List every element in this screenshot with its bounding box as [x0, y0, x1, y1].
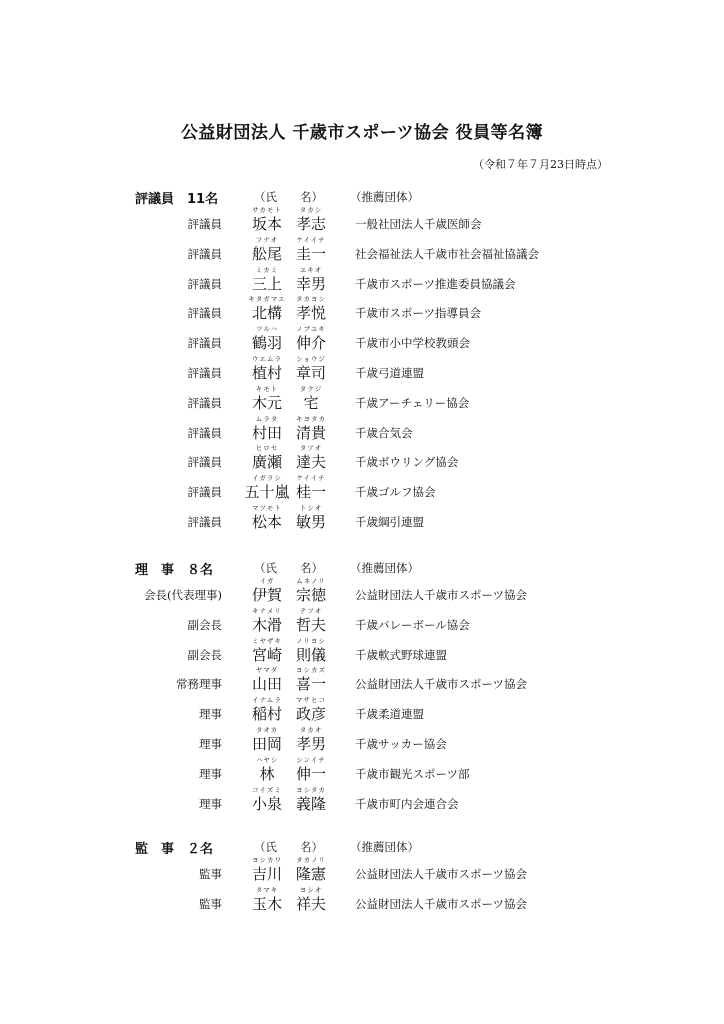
recommending-org: 千歳合気会 — [355, 426, 413, 440]
given-ruby: ユキオ — [299, 266, 323, 274]
org-column-header: （推薦団体） — [350, 190, 419, 204]
recommending-org: 千歳柔道連盟 — [355, 707, 424, 721]
surname-kanji: 村田 — [251, 424, 282, 442]
surname-ruby: フナオ — [255, 236, 279, 244]
given-name — [288, 444, 334, 471]
surname-kanji: 三上 — [251, 275, 282, 293]
table-row — [0, 756, 724, 786]
given-kanji: 桂一 — [295, 483, 326, 501]
table-row — [0, 886, 724, 916]
given-name — [288, 856, 334, 883]
surname — [244, 355, 290, 382]
surname-ruby: ミカミ — [255, 266, 279, 274]
name-column-header: （氏 名） — [254, 190, 323, 204]
recommending-org: 公益財団法人千歳市スポーツ協会 — [355, 897, 528, 911]
section-header — [0, 557, 724, 577]
surname — [244, 786, 290, 813]
recommending-org: 千歳ゴルフ協会 — [355, 485, 436, 499]
surname — [244, 726, 290, 753]
given-name — [288, 607, 334, 634]
surname-kanji: 林 — [259, 765, 275, 783]
given-ruby: ノリヨシ — [296, 637, 326, 645]
given-ruby: ノブユキ — [296, 325, 326, 333]
surname-ruby: キナメリ — [252, 607, 282, 615]
surname-ruby: コイズミ — [252, 786, 282, 794]
page-title: 公益財団法人 千歳市スポーツ協会 役員等名簿 — [180, 123, 544, 143]
surname-ruby: ミヤザキ — [252, 637, 282, 645]
recommending-org: 一般社団法人千歳医師会 — [355, 217, 482, 231]
surname — [244, 637, 290, 664]
table-row — [0, 666, 724, 696]
surname-ruby: キタガマエ — [248, 295, 286, 303]
given-ruby: ヨシカズ — [296, 666, 326, 674]
given-kanji: 章司 — [295, 364, 326, 382]
role-label: 評議員 — [187, 426, 222, 440]
surname-kanji: 廣瀬 — [251, 453, 282, 471]
surname-ruby: マツモト — [252, 504, 282, 512]
given-name — [288, 385, 334, 412]
surname-ruby: ヒロセ — [255, 444, 279, 452]
surname — [244, 504, 290, 531]
surname — [244, 295, 290, 322]
given-kanji: 宅 — [303, 394, 319, 412]
surname — [244, 444, 290, 471]
surname-kanji: 田岡 — [251, 735, 282, 753]
role-label: 評議員 — [187, 396, 222, 410]
recommending-org: 千歳市町内会連合会 — [355, 797, 459, 811]
section-label: 評議員 11名 — [135, 192, 219, 207]
surname-kanji: 稲村 — [251, 705, 282, 723]
given-name — [288, 474, 334, 501]
surname-ruby: ムラタ — [255, 415, 279, 423]
given-kanji: 喜一 — [295, 675, 326, 693]
given-name — [288, 295, 334, 322]
given-name — [288, 415, 334, 442]
section-header — [0, 186, 724, 206]
given-name — [288, 726, 334, 753]
surname-ruby: サカモト — [252, 206, 282, 214]
given-name — [288, 696, 334, 723]
recommending-org: 千歳バレーボール協会 — [355, 618, 470, 632]
table-row — [0, 206, 724, 236]
surname-kanji: 伊賀 — [251, 586, 282, 604]
table-row — [0, 295, 724, 325]
recommending-org: 公益財団法人千歳市スポーツ協会 — [355, 867, 528, 881]
table-row — [0, 786, 724, 816]
role-label: 評議員 — [187, 515, 222, 529]
surname-ruby: ツルハ — [255, 325, 279, 333]
recommending-org: 千歳アーチェリー協会 — [355, 396, 470, 410]
surname-kanji: 玉木 — [251, 895, 282, 913]
name-column-header: （氏 名） — [254, 840, 323, 854]
surname-kanji: 木滑 — [251, 616, 282, 634]
given-ruby: タカヨシ — [296, 295, 326, 303]
given-ruby: タカシ — [299, 206, 323, 214]
surname-kanji: 木元 — [251, 394, 282, 412]
given-ruby: タカノリ — [296, 856, 326, 864]
role-label: 理事 — [199, 767, 222, 781]
given-kanji: 幸男 — [295, 275, 326, 293]
given-kanji: 清貴 — [295, 424, 326, 442]
surname-ruby: イガ — [259, 577, 275, 585]
given-kanji: 達夫 — [295, 453, 326, 471]
table-row — [0, 444, 724, 474]
surname-kanji: 坂本 — [251, 215, 282, 233]
recommending-org: 千歳市観光スポーツ部 — [355, 767, 470, 781]
role-label: 理事 — [199, 797, 222, 811]
given-kanji: 祥夫 — [295, 895, 326, 913]
surname — [244, 266, 290, 293]
given-ruby: タカオ — [299, 726, 323, 734]
given-name — [288, 325, 334, 352]
surname — [244, 236, 290, 263]
given-kanji: 哲夫 — [295, 616, 326, 634]
surname-kanji: 植村 — [251, 364, 282, 382]
surname-kanji: 北構 — [251, 304, 282, 322]
section-label: 監 事 ２名 — [135, 842, 214, 857]
given-kanji: 宗徳 — [295, 586, 326, 604]
role-label: 評議員 — [187, 455, 222, 469]
given-kanji: 義隆 — [295, 795, 326, 813]
table-row — [0, 577, 724, 607]
given-name — [288, 637, 334, 664]
org-column-header: （推薦団体） — [350, 561, 419, 575]
role-label: 評議員 — [187, 247, 222, 261]
recommending-org: 千歳軟式野球連盟 — [355, 648, 447, 662]
role-label: 評議員 — [187, 306, 222, 320]
given-ruby: ショウジ — [296, 355, 326, 363]
surname-ruby: イナムラ — [252, 696, 282, 704]
given-ruby: マサヒコ — [296, 696, 326, 704]
surname — [244, 206, 290, 233]
given-ruby: ヨシオ — [299, 886, 323, 894]
table-row — [0, 637, 724, 667]
given-name — [288, 206, 334, 233]
table-row — [0, 696, 724, 726]
surname — [244, 666, 290, 693]
recommending-org: 千歳市スポーツ推進委員協議会 — [355, 277, 516, 291]
given-name — [288, 355, 334, 382]
table-row — [0, 415, 724, 445]
given-name — [288, 266, 334, 293]
surname-kanji: 宮崎 — [251, 646, 282, 664]
surname-ruby: ハヤシ — [255, 756, 279, 764]
role-label: 副会長 — [187, 618, 222, 632]
recommending-org: 千歳ボウリング協会 — [355, 455, 459, 469]
surname-ruby: タオカ — [255, 726, 279, 734]
given-ruby: キヨタカ — [296, 415, 326, 423]
surname-ruby: ヨシカワ — [252, 856, 282, 864]
recommending-org: 千歳市スポーツ指導員会 — [355, 306, 482, 320]
surname — [244, 385, 290, 412]
table-row — [0, 325, 724, 355]
given-name — [288, 756, 334, 783]
given-name — [288, 666, 334, 693]
surname — [244, 325, 290, 352]
given-name — [288, 886, 334, 913]
surname-kanji: 吉川 — [251, 865, 282, 883]
given-kanji: 政彦 — [295, 705, 326, 723]
role-label: 理事 — [199, 707, 222, 721]
role-label: 評議員 — [187, 277, 222, 291]
surname-ruby: イガラシ — [252, 474, 282, 482]
surname-kanji: 松本 — [251, 513, 282, 531]
given-ruby: タクジ — [299, 385, 323, 393]
role-label: 監事 — [199, 897, 222, 911]
role-label: 評議員 — [187, 366, 222, 380]
section-label: 理 事 ８名 — [135, 563, 214, 578]
surname-ruby: ヤマダ — [255, 666, 279, 674]
surname-kanji: 鶴羽 — [251, 334, 282, 352]
recommending-org: 公益財団法人千歳市スポーツ協会 — [355, 588, 528, 602]
given-kanji: 則儀 — [295, 646, 326, 664]
given-kanji: 伸一 — [295, 765, 326, 783]
given-kanji: 圭一 — [295, 245, 326, 263]
given-ruby: テツオ — [299, 607, 323, 615]
surname — [244, 756, 290, 783]
surname — [244, 696, 290, 723]
given-name — [288, 786, 334, 813]
org-column-header: （推薦団体） — [350, 840, 419, 854]
surname-ruby: タマキ — [255, 886, 279, 894]
recommending-org: 千歳弓道連盟 — [355, 366, 424, 380]
surname-kanji: 舩尾 — [251, 245, 282, 263]
given-name — [288, 236, 334, 263]
surname — [244, 577, 290, 604]
role-label: 評議員 — [187, 217, 222, 231]
recommending-org: 千歳市小中学校教頭会 — [355, 336, 470, 350]
given-kanji: 伸介 — [295, 334, 326, 352]
table-row — [0, 607, 724, 637]
given-ruby: ヨシタカ — [296, 786, 326, 794]
role-label: 会長(代表理事) — [144, 588, 222, 602]
section-header — [0, 836, 724, 856]
given-ruby: ケイイチ — [296, 474, 326, 482]
given-name — [288, 577, 334, 604]
role-label: 副会長 — [187, 648, 222, 662]
given-ruby: ケイイチ — [296, 236, 326, 244]
surname — [244, 886, 290, 913]
surname — [244, 856, 290, 883]
table-row — [0, 474, 724, 504]
role-label: 監事 — [199, 867, 222, 881]
surname-kanji: 小泉 — [251, 795, 282, 813]
surname — [244, 474, 290, 501]
given-kanji: 孝志 — [295, 215, 326, 233]
given-kanji: 孝悦 — [295, 304, 326, 322]
surname — [244, 607, 290, 634]
surname-ruby: キモト — [255, 385, 279, 393]
table-row — [0, 355, 724, 385]
table-row — [0, 726, 724, 756]
table-row — [0, 856, 724, 886]
given-kanji: 隆憲 — [295, 865, 326, 883]
role-label: 評議員 — [187, 485, 222, 499]
surname-ruby: ウエムラ — [252, 355, 282, 363]
table-row — [0, 504, 724, 534]
recommending-org: 千歳サッカー協会 — [355, 737, 447, 751]
given-ruby: タツオ — [299, 444, 323, 452]
surname-kanji: 山田 — [251, 675, 282, 693]
table-row — [0, 385, 724, 415]
given-name — [288, 504, 334, 531]
recommending-org: 社会福祉法人千歳市社会福祉協議会 — [355, 247, 539, 261]
given-ruby: トシオ — [299, 504, 323, 512]
role-label: 常務理事 — [176, 677, 222, 691]
given-kanji: 孝男 — [295, 735, 326, 753]
role-label: 理事 — [199, 737, 222, 751]
table-row — [0, 236, 724, 266]
role-label: 評議員 — [187, 336, 222, 350]
given-kanji: 敏男 — [295, 513, 326, 531]
date-note: （令和７年７月23日時点） — [473, 158, 608, 171]
surname — [244, 415, 290, 442]
surname-kanji: 五十嵐 — [244, 483, 290, 501]
given-ruby: ムネノリ — [296, 577, 326, 585]
recommending-org: 公益財団法人千歳市スポーツ協会 — [355, 677, 528, 691]
recommending-org: 千歳綱引連盟 — [355, 515, 424, 529]
table-row — [0, 266, 724, 296]
given-ruby: シンイチ — [296, 756, 326, 764]
name-column-header: （氏 名） — [254, 561, 323, 575]
